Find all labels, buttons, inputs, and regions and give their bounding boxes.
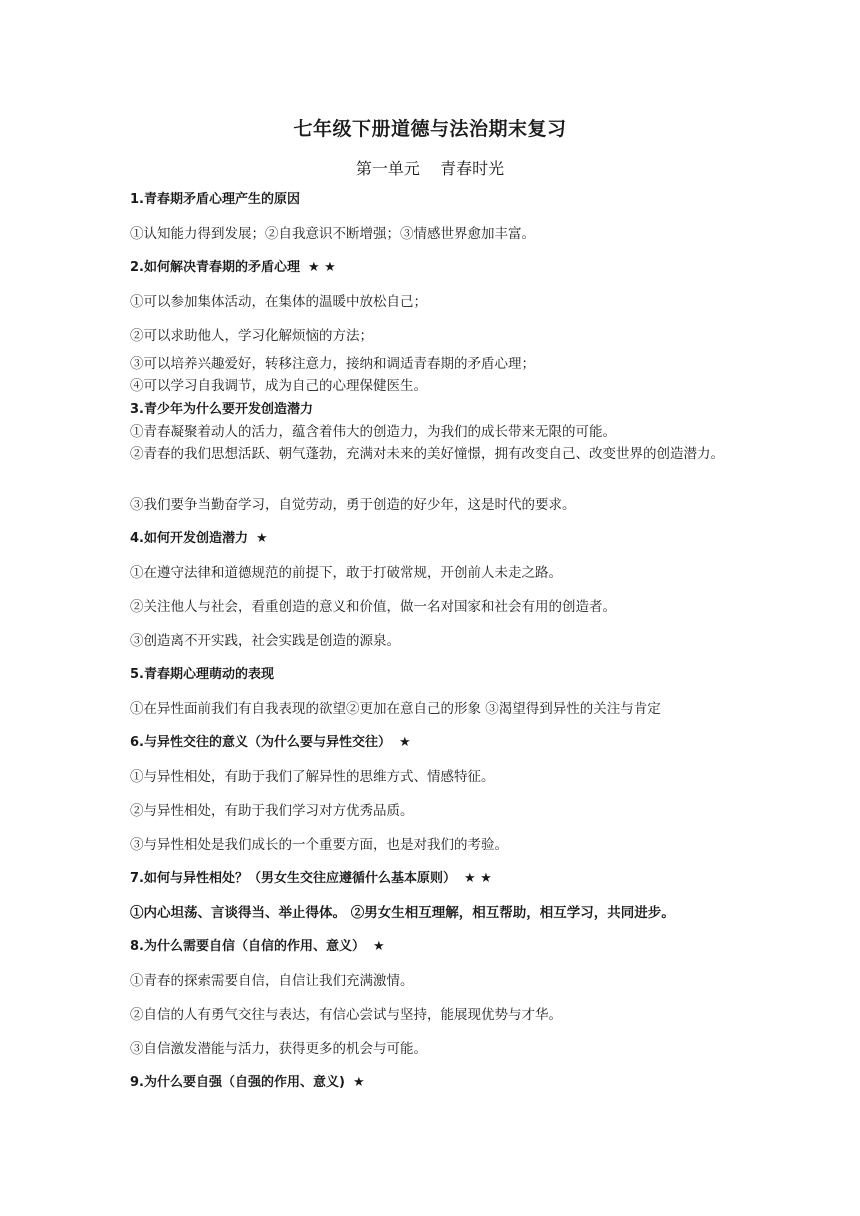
section-heading <box>130 1073 742 1093</box>
answer-line: ①在遵守法律和道德规范的前提下，敢于打破常规，开创前人未走之路。 <box>130 565 562 581</box>
answer-line: ②关注他人与社会，看重创造的意义和价值，做一名对国家和社会有用的创造者。 <box>130 599 616 615</box>
answer-line: ②与异性相处，有助于我们学习对方优秀品质。 <box>130 803 414 819</box>
answer-line: ②自信的人有勇气交往与表达，有信心尝试与坚持，能展现优势与才华。 <box>130 1007 562 1023</box>
answer-line: ③可以培养兴趣爱好，转移注意力，接纳和调适青春期的矛盾心理； <box>130 356 535 372</box>
section-heading <box>130 400 742 420</box>
section-heading <box>130 190 742 210</box>
answer-line: ②可以求助他人，学习化解烦恼的方法； <box>130 328 373 344</box>
section-heading <box>130 529 742 549</box>
section-heading <box>130 733 742 753</box>
importance-star-icon: ★ <box>352 1075 365 1090</box>
heading-text: 6.与异性交往的意义（为什么要与异性交往） <box>130 735 391 750</box>
heading-text: 9.为什么要自强（自强的作用、意义) <box>130 1075 345 1090</box>
answer-line: ②青春的我们思想活跃、朝气蓬勃，充满对未来的美好憧憬，拥有改变自己、改变世界的创造潜力。 <box>130 446 724 462</box>
importance-star-icon: ★ <box>372 939 385 954</box>
answer-line: ③创造离不开实践，社会实践是创造的源泉。 <box>130 633 400 649</box>
answer-line: ①青春的探索需要自信，自信让我们充满激情。 <box>130 973 414 989</box>
heading-text: 2.如何解决青春期的矛盾心理 <box>130 260 300 275</box>
answer-line: ④可以学习自我调节，成为自己的心理保健医生。 <box>130 378 427 394</box>
heading-text: 8.为什么需要自信（自信的作用、意义） <box>130 939 365 954</box>
section-heading <box>130 937 742 957</box>
answer-line: ①认知能力得到发展；②自我意识不断增强；③情感世界愈加丰富。 <box>130 226 535 242</box>
importance-star-icon: ★ ★ <box>463 871 492 886</box>
answer-line: ①与异性相处，有助于我们了解异性的思维方式、情感特征。 <box>130 769 495 785</box>
bold-answer-line: ①内心坦荡、言谈得当、举止得体。 ②男女生相互理解，相互帮助，相互学习，共同进步。 <box>130 905 675 921</box>
document-title: 七年级下册道德与法治期末复习 <box>293 118 567 140</box>
importance-star-icon: ★ ★ <box>307 260 336 275</box>
heading-text: 5.青春期心理萌动的表现 <box>130 667 274 682</box>
answer-line: ①可以参加集体活动，在集体的温暖中放松自己； <box>130 294 427 310</box>
heading-text: 3.青少年为什么要开发创造潜力 <box>130 402 313 417</box>
heading-text: 1.青春期矛盾心理产生的原因 <box>130 192 300 207</box>
section-heading <box>130 258 742 278</box>
importance-star-icon: ★ <box>255 531 268 546</box>
heading-text: 4.如何开发创造潜力 <box>130 531 248 546</box>
answer-line: ③与异性相处是我们成长的一个重要方面，也是对我们的考验。 <box>130 837 508 853</box>
answer-line: ③自信激发潜能与活力，获得更多的机会与可能。 <box>130 1041 427 1057</box>
answer-line: ③我们要争当勤奋学习，自觉劳动，勇于创造的好少年，这是时代的要求。 <box>130 497 576 513</box>
unit-subtitle: 第一单元 青春时光 <box>355 159 505 178</box>
heading-text: 7.如何与异性相处？（男女生交往应遵循什么基本原则） <box>130 871 456 886</box>
answer-line: ①青春凝聚着动人的活力，蕴含着伟大的创造力，为我们的成长带来无限的可能。 <box>130 424 616 440</box>
section-heading <box>130 665 742 685</box>
answer-line: ①在异性面前我们有自我表现的欲望②更加在意自己的形象 ③渴望得到异性的关注与肯定 <box>130 701 661 717</box>
importance-star-icon: ★ <box>398 735 411 750</box>
section-heading <box>130 869 742 889</box>
